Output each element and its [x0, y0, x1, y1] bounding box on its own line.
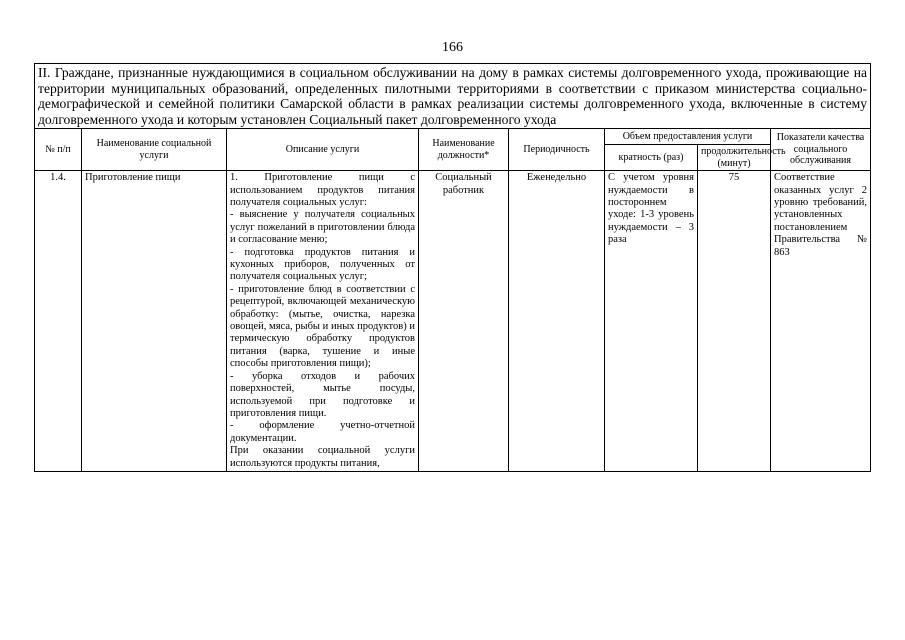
row-service-name: Приготовление пищи [82, 171, 227, 472]
row-frequency: С учетом уровня нуждаемости в постороннем уходе: 1-3 уровень нуждаемости – 3 раза [605, 171, 698, 472]
header-periodicity: Периодичность [509, 129, 605, 171]
description-line: - приготовление блюд в соответствии с рецептурой, включающей механическую обработку: (мытье, очистка, нарезка овощей, мяса, рыбы и иных продуктов) и термическую обработку продуктов питания (варка, тушение и иные способы приготовления пищи); [230, 283, 415, 370]
row-num: 1.4. [35, 171, 82, 472]
description-line: 1. Приготовление пищи с использованием продуктов питания получателя социальных услуг: [230, 172, 415, 208]
row-description [227, 171, 419, 472]
description-line: При оказании социальной услуги используются продукты питания, [230, 445, 415, 469]
header-description: Описание услуги [227, 129, 419, 171]
page-number: 166 [442, 40, 463, 55]
description-line: - выяснение у получателя социальных услуг пожеланий в приготовлении блюда и согласование меню; [230, 209, 415, 246]
table-row [35, 171, 871, 472]
header-num: № п/п [35, 129, 82, 171]
services-table [34, 63, 871, 472]
header-quality: Показатели качества социального обслуживания [771, 129, 871, 171]
header-position: Наименование должности* [419, 129, 509, 171]
header-frequency: кратность (раз) [605, 145, 698, 171]
section-title-row [35, 64, 871, 129]
header-row-1 [35, 129, 871, 145]
description-line: - подготовка продуктов питания и кухонных приборов, полученных от получателя социальных услуг; [230, 246, 415, 283]
header-volume: Объем предоставления услуги [605, 129, 771, 145]
row-quality: Соответствие оказанных услуг 2 уровню требований, установленных постановлением Правительства № 863 [771, 171, 871, 472]
row-position: Социальный работник [419, 171, 509, 472]
row-duration: 75 [698, 171, 771, 472]
row-periodicity: Еженедельно [509, 171, 605, 472]
section-title: II. Граждане, признанные нуждающимися в социальном обслуживании на дому в рамках системы долговременного ухода, проживающие на территории муниципальных образований, определенных пилотными территориями в соответствии с приказом министерства социально-демографической и семейной политики Самарской области в рамках реализации системы долговременного ухода, включенные в систему долговременного ухода и которым установлен Социальный пакет долговременного ухода [35, 64, 871, 129]
description-line: - уборка отходов и рабочих поверхностей, мытье посуды, используемой при подготовке и приготовления пищи. [230, 370, 415, 419]
header-service-name: Наименование социальной услуги [82, 129, 227, 171]
description-line: - оформление учетно-отчетной документации. [230, 420, 415, 444]
header-duration: продолжительность (минут) [698, 145, 771, 171]
